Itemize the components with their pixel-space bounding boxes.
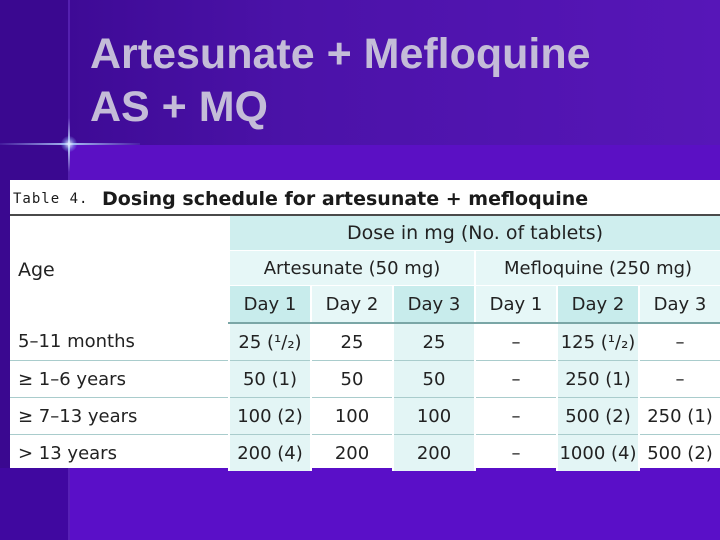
dose-cell: 25 (¹/₂) xyxy=(229,323,311,361)
column-header-mq-day1: Day 1 xyxy=(475,286,557,324)
dose-cell: 250 (1) xyxy=(639,398,720,435)
sparkle-icon xyxy=(61,136,77,152)
dose-cell: – xyxy=(639,323,720,361)
dose-cell: – xyxy=(475,323,557,361)
slide-title xyxy=(90,28,591,134)
dose-cell: 200 xyxy=(311,435,393,472)
dose-cell: 100 xyxy=(311,398,393,435)
slide-title-line-1: Artesunate + Mefloquine xyxy=(90,30,591,78)
column-group-dose: Dose in mg (No. of tablets) xyxy=(229,216,720,251)
column-header-mq-day2: Day 2 xyxy=(557,286,639,324)
table-number-label: Table 4. xyxy=(13,191,89,207)
table-row xyxy=(10,361,720,398)
dose-cell: 25 xyxy=(393,323,475,361)
age-cell: ≥ 7–13 years xyxy=(10,398,229,435)
column-header-mq-day3: Day 3 xyxy=(639,286,720,324)
table-row xyxy=(10,398,720,435)
age-cell: ≥ 1–6 years xyxy=(10,361,229,398)
dose-cell: 500 (2) xyxy=(639,435,720,472)
column-header-as-day1: Day 1 xyxy=(229,286,311,324)
column-group-mefloquine: Mefloquine (250 mg) xyxy=(475,251,720,286)
dose-cell: 50 (1) xyxy=(229,361,311,398)
dose-cell: 50 xyxy=(311,361,393,398)
dosing-table-panel xyxy=(10,180,720,468)
dose-cell: 100 xyxy=(393,398,475,435)
dose-cell: 200 xyxy=(393,435,475,472)
slide-bottom-band xyxy=(0,468,720,540)
dose-cell: 1000 (4) xyxy=(557,435,639,472)
column-header-as-day3: Day 3 xyxy=(393,286,475,324)
age-cell: 5–11 months xyxy=(18,331,135,352)
column-header-as-day2: Day 2 xyxy=(311,286,393,324)
table-caption xyxy=(10,188,720,212)
table-row xyxy=(10,435,720,472)
dose-cell: – xyxy=(639,361,720,398)
slide-title-line-2: AS + MQ xyxy=(90,83,269,131)
age-cell: > 13 years xyxy=(10,435,229,472)
dose-cell: 100 (2) xyxy=(229,398,311,435)
dose-cell: 50 xyxy=(393,361,475,398)
dosing-table xyxy=(10,216,720,471)
table-row xyxy=(10,323,720,361)
dose-cell: – xyxy=(475,361,557,398)
dose-cell: – xyxy=(475,398,557,435)
dose-cell: 200 (4) xyxy=(229,435,311,472)
table-caption-text: Dosing schedule for artesunate + mefloquine xyxy=(102,188,589,210)
dose-cell: – xyxy=(475,435,557,472)
column-header-age: Age xyxy=(18,258,55,281)
dose-cell: 125 (¹/₂) xyxy=(557,323,639,361)
dose-cell: 500 (2) xyxy=(557,398,639,435)
slide-bottom-left-block xyxy=(0,468,70,540)
dose-cell: 25 xyxy=(311,323,393,361)
header-row-dose xyxy=(10,216,720,251)
column-group-artesunate: Artesunate (50 mg) xyxy=(229,251,475,286)
dose-cell: 250 (1) xyxy=(557,361,639,398)
